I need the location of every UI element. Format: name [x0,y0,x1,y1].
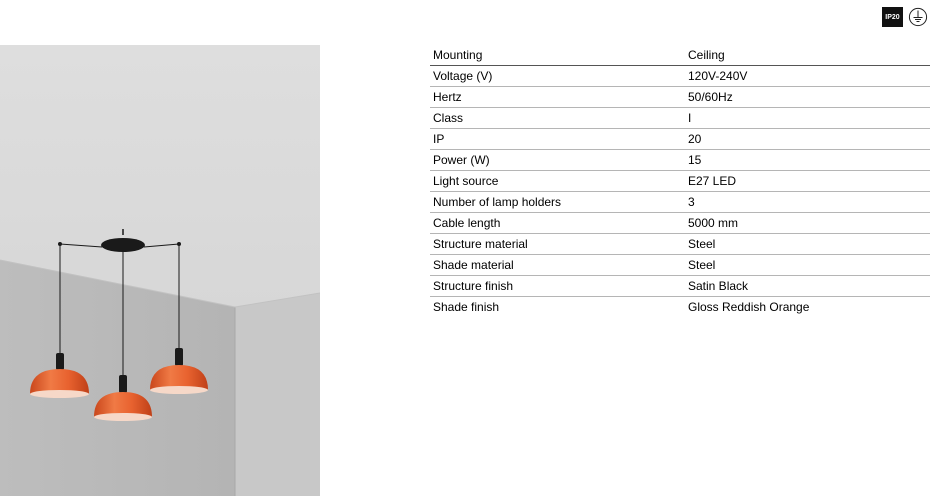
spec-label: IP [430,129,685,150]
spec-value: Steel [685,255,930,276]
spec-value: 20 [685,129,930,150]
ip-rating-badge: IP20 [882,7,903,27]
spec-value: 120V-240V [685,66,930,87]
spec-row [430,150,930,171]
spec-label: Shade finish [433,300,500,314]
spec-value: 3 [685,192,930,213]
spec-label: Structure finish [430,276,685,297]
spec-value: Steel [685,234,930,255]
spec-value: E27 LED [685,171,930,192]
earth-ground-icon [908,7,928,27]
spec-label: Voltage (V) [430,66,685,87]
spec-label: Class [430,108,685,129]
spec-row [430,171,930,192]
spec-label: Shade material [430,255,685,276]
spec-label: Power (W) [430,150,685,171]
spec-value: 50/60Hz [685,87,930,108]
spec-row [430,87,930,108]
spec-label: Structure material [430,234,685,255]
spec-row [430,192,930,213]
spec-value: 5000 mm [685,213,930,234]
spec-row [430,45,930,66]
spec-value: Gloss Reddish Orange [688,300,810,314]
spec-label: Light source [430,171,685,192]
spec-value: Satin Black [685,276,930,297]
spec-label: Number of lamp holders [430,192,685,213]
spec-label: Hertz [430,87,685,108]
spec-row [430,66,930,87]
spec-value: 15 [685,150,930,171]
spec-row [430,129,930,150]
spec-table [430,45,930,317]
spec-label: Mounting [430,45,685,66]
pendant-lamp-photo [0,45,320,496]
spec-value: I [685,108,930,129]
spec-row [430,234,930,255]
spec-row [430,108,930,129]
spec-row [430,276,930,297]
spec-row [430,255,930,276]
certification-badges [882,7,928,27]
spec-label: Cable length [430,213,685,234]
spec-row [430,213,930,234]
spec-value: Ceiling [685,45,930,66]
spec-row [430,297,930,318]
